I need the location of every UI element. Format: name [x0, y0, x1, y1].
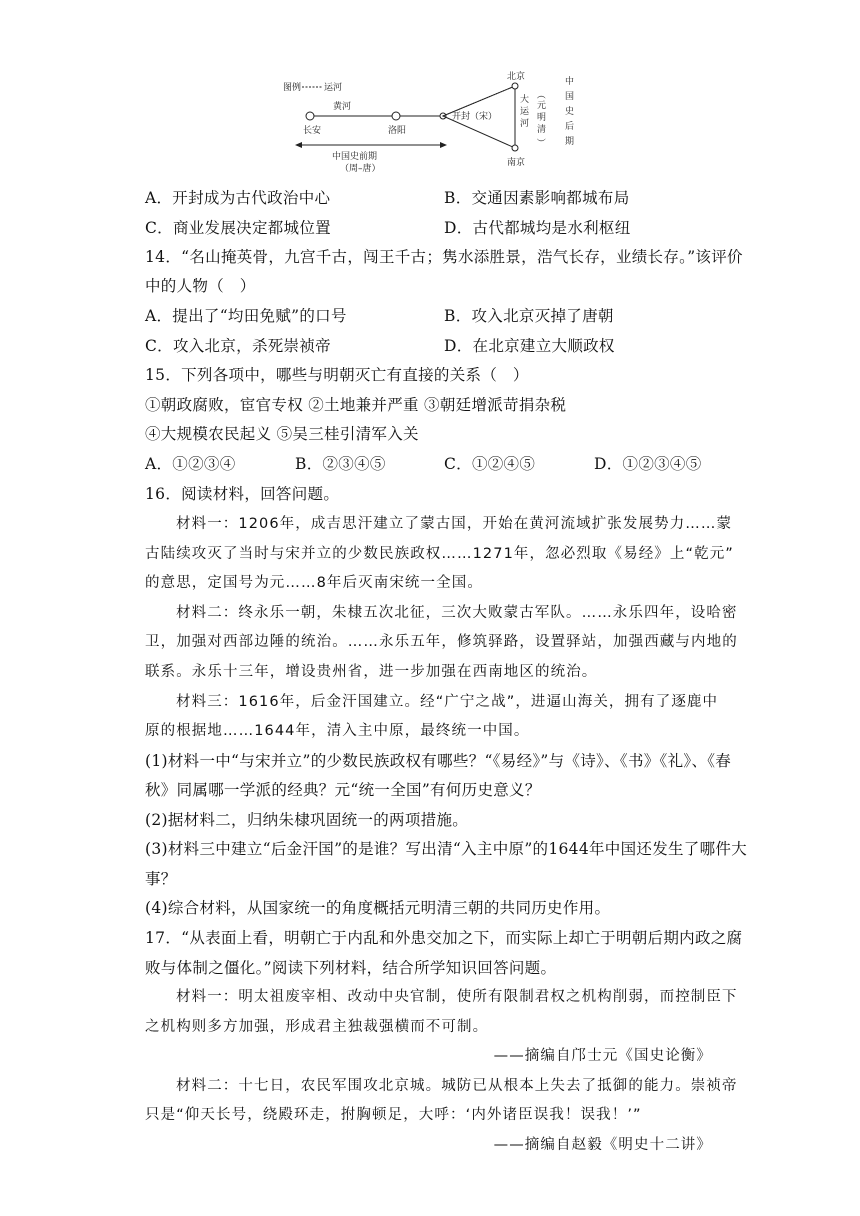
q15-option-c: C．①②④⑤: [444, 455, 536, 473]
canal-paren: （: [535, 90, 545, 100]
q14-option-d: D．在北京建立大顺政权: [444, 337, 615, 355]
nanjing-node: [512, 145, 518, 151]
q13-option-d: D．古代都城均是水利枢纽: [444, 219, 631, 237]
kaifeng-label: 开封（宋）: [452, 112, 498, 122]
beijing-label: 北京: [507, 72, 526, 82]
q17-stem: 17．“从表面上看，明朝亡于内乱和外患交加之下，而实际上却亡于明朝后期内政之腐: [145, 929, 743, 947]
q16-material-2: 材料二：终永乐一朝，朱棣五次北征，三次大败蒙古军队。……永乐四年，设哈密: [176, 605, 738, 621]
early-period-label: 中国史前期: [332, 152, 378, 162]
late-period-char: 史: [565, 107, 575, 117]
q16-part-1: (1)材料一中“与宋并立”的少数民族政权有哪些？“《易经》”与《诗》、《书》《礼》、《春: [145, 752, 732, 770]
q17-material-2: 材料二：十七日，农民军围攻北京城。城防已从根本上失去了抵御的能力。崇祯帝: [176, 1078, 738, 1094]
luoyang-label: 洛阳: [388, 126, 407, 136]
q15-option-b: B．②③④⑤: [295, 455, 386, 473]
q16-material-3: 原的根据地……1644年，清入主中原，最终统一中国。: [145, 723, 530, 739]
q16-part-3-cont: 事？: [145, 870, 177, 888]
luoyang-node: [392, 112, 400, 120]
q16-part-4: (4)综合材料，从国家统一的角度概括元明清三朝的共同历史作用。: [145, 899, 611, 917]
beijing-node: [512, 83, 518, 89]
q15-option-a: A．①②③④: [145, 455, 236, 473]
late-period-char: 中: [565, 77, 575, 87]
q16-material-1: 材料一：1206年，成吉思汗建立了蒙古国，开始在黄河流域扩张发展势力……蒙: [176, 516, 733, 532]
canal-char: 运: [520, 107, 530, 117]
q16-material-1: 的意思，定国号为元……8年后灭南宋统一全国。: [145, 575, 483, 591]
canal-char: 明: [537, 113, 547, 123]
q15-items: ①朝政腐败，宦官专权 ②土地兼并严重 ③朝廷增派苛捐杂税: [145, 396, 567, 414]
arrow-head-left: [295, 142, 302, 148]
q16-material-3: 材料三：1616年，后金汗国建立。经“广宁之战”，进逼山海关，拥有了逐鹿中: [176, 694, 719, 710]
q16-part-2: (2)据材料二，归纳朱棣巩固统一的两项措施。: [145, 811, 469, 829]
q16-stem: 16．阅读材料，回答问题。: [145, 485, 340, 503]
late-period-char: 期: [565, 137, 575, 147]
late-period-char: 国: [565, 92, 575, 102]
q16-part-1-cont: 秋》同属哪一学派的经典？元“统一全国”有何历史意义？: [145, 781, 541, 799]
canal-char: 清: [537, 125, 547, 135]
q14-stem-cont: 中的人物（ ）: [145, 277, 256, 295]
arrow-head-right: [440, 142, 447, 148]
capital-route-diagram: [270, 70, 590, 185]
legend-label: 图例: [283, 83, 302, 93]
q15-option-d: D．①②③④⑤: [594, 455, 702, 473]
q14-option-c: C．攻入北京，杀死崇祯帝: [145, 337, 331, 355]
late-period-char: 后: [565, 122, 575, 132]
q17-material-1: 材料一：明太祖废宰相、改动中央官制，使所有限制君权之机构削弱，而控制臣下: [176, 989, 738, 1005]
canal-char: 元: [537, 101, 547, 111]
diagram-svg: [270, 70, 590, 185]
q16-material-2: 卫，加强对西部边陲的统治。……永乐五年，修筑驿路，设置驿站，加强西藏与内地的: [145, 634, 738, 650]
q16-material-2: 联系。永乐十三年，增设贵州省，进一步加强在西南地区的统治。: [145, 664, 598, 680]
q14-option-b: B．攻入北京灭掉了唐朝: [444, 307, 614, 325]
q16-part-3: (3)材料三中建立“后金汗国”的是谁？写出清“入主中原”的1644年中国还发生了哪件大: [145, 840, 748, 858]
q16-material-1: 古陆续攻灭了当时与宋并立的少数民族政权……1271年，忽必烈取《易经》上“乾元”: [145, 546, 734, 562]
changan-label: 长安: [303, 126, 322, 136]
q17-material-2: 只是“仰天长号，绕殿环走，拊胸顿足，大呼：‘内外诸臣误我！误我！’”: [145, 1107, 642, 1123]
canal-char: 大: [520, 95, 530, 105]
canal-paren: ）: [535, 138, 545, 148]
q17-material-1-source: ——摘编自邝士元《国史论衡》: [493, 1048, 712, 1064]
canal-char: 河: [520, 119, 530, 129]
q15-stem: 15．下列各项中，哪些与明朝灭亡有直接的关系（ ）: [145, 366, 529, 384]
q13-option-a: A．开封成为古代政治中心: [145, 189, 331, 207]
changan-node: [306, 112, 314, 120]
q14-stem: 14．“名山掩英骨，九宫千古，闯王千古；隽水添胜景，浩气长存，业绩长存。”该评价: [145, 248, 743, 266]
huanghe-label: 黄河: [333, 102, 352, 112]
nanjing-label: 南京: [507, 158, 526, 168]
q17-material-2-source: ——摘编自赵毅《明史十二讲》: [493, 1137, 712, 1153]
q14-option-a: A．提出了“均田免赋”的口号: [145, 307, 347, 325]
q13-option-b: B．交通因素影响都城布局: [444, 189, 630, 207]
q13-option-c: C．商业发展决定都城位置: [145, 219, 331, 237]
legend-item: 运河: [324, 83, 343, 93]
q15-items-cont: ④大规模农民起义 ⑤吴三桂引清军入关: [145, 425, 419, 443]
q17-stem-cont: 败与体制之僵化。”阅读下列材料，结合所学知识回答问题。: [145, 959, 557, 977]
early-period-range: （周–唐）: [340, 164, 381, 174]
q17-material-1: 之机构则多方加强，形成君主独裁强横而不可制。: [145, 1019, 489, 1035]
